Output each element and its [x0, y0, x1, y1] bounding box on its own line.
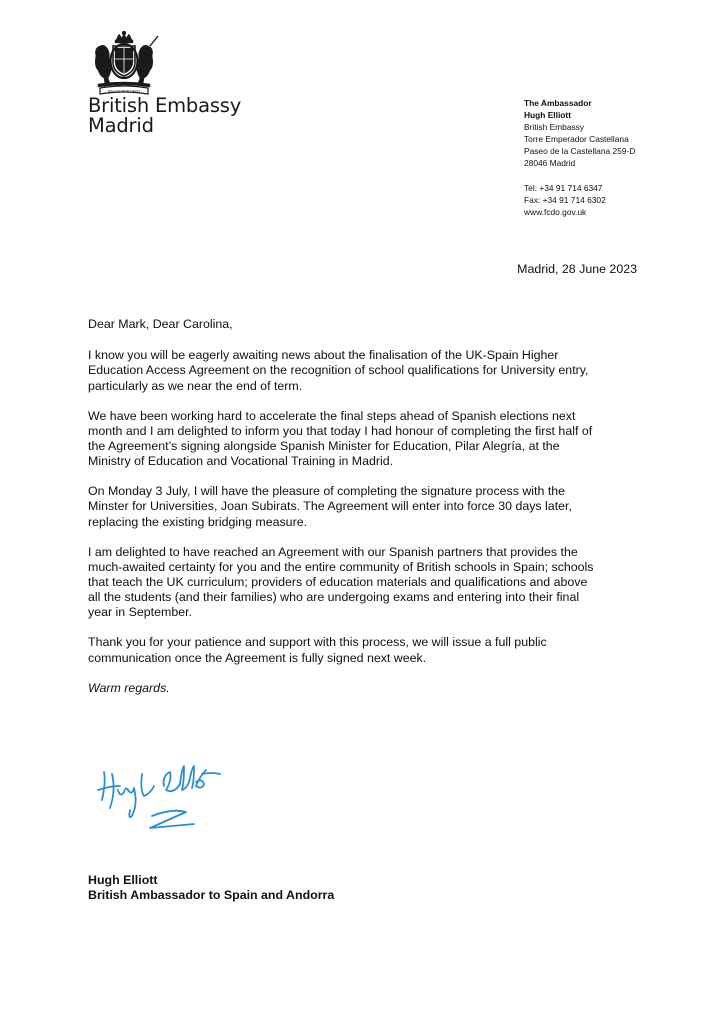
sender-address-block — [524, 97, 635, 218]
sender-web: www.fcdo.gov.uk — [524, 206, 587, 217]
paragraph-line: Thank you for your patience and support with this process, we will issue a full public — [88, 635, 547, 650]
sender-address-line: British Embassy — [524, 122, 585, 133]
royal-coat-of-arms-icon — [84, 30, 164, 96]
paragraph-line: year in September. — [88, 605, 193, 620]
paragraph-line: communication once the Agreement is fully signed next week. — [88, 650, 427, 665]
sender-address-line: 28046 Madrid — [524, 158, 576, 169]
paragraph — [88, 484, 648, 530]
paragraph-line: the Agreement’s signing alongside Spanish Minister for Education, Pilar Alegría, at the — [88, 439, 560, 454]
paragraph — [88, 409, 648, 470]
signer-block — [88, 873, 334, 903]
paragraph-line: all the students (and their families) who are undergoing exams and entering into their final — [88, 590, 580, 605]
paragraph — [88, 635, 648, 665]
paragraph-line: On Monday 3 July, I will have the pleasure of completing the signature process with the — [88, 484, 566, 499]
letter-date: Madrid, 28 June 2023 — [517, 262, 637, 276]
sender-title: The Ambassador — [524, 98, 592, 108]
svg-text:DIEU ET MON DROIT: DIEU ET MON DROIT — [107, 89, 141, 94]
closing: Warm regards. — [88, 680, 170, 695]
paragraph-line: I know you will be eagerly awaiting news about the finalisation of the UK-Spain Higher — [88, 348, 559, 363]
paragraph-line: that teach the UK curriculum; providers of education materials and qualifications and above — [88, 575, 588, 590]
sender-address-line: Paseo de la Castellana 259-D — [524, 146, 636, 157]
letter-body — [88, 317, 648, 696]
embassy-name-line2: Madrid — [88, 114, 154, 137]
embassy-name — [88, 96, 241, 136]
sender-fax: Fax: +34 91 714 6302 — [524, 194, 606, 205]
paragraph-line: Ministry of Education and Vocational Training in Madrid. — [88, 454, 394, 469]
paragraph-line: much-awaited certainty for you and the entire community of British schools in Spain; schools — [88, 559, 594, 574]
paragraph — [88, 545, 648, 621]
embassy-name-line1: British Embassy — [88, 94, 242, 117]
signer-name: Hugh Elliott — [88, 873, 158, 887]
paragraph-line: Education Access Agreement on the recognition of school qualifications for University entry, — [88, 363, 589, 378]
paragraph — [88, 348, 648, 394]
paragraph-line: month and I am delighted to inform you that today I had honour of completing the first half of — [88, 423, 593, 438]
sender-address-line: Torre Emperador Castellana — [524, 134, 629, 145]
paragraph-line: Minster for Universities, Joan Subirats. The Agreement will enter into force 30 days later, — [88, 499, 572, 514]
handwritten-signature-icon — [92, 756, 242, 846]
paragraph-line: particularly as we near the end of term. — [88, 378, 303, 393]
paragraph-line: replacing the existing bridging measure. — [88, 514, 308, 529]
salutation: Dear Mark, Dear Carolina, — [88, 317, 233, 331]
sender-name: Hugh Elliott — [524, 110, 571, 121]
signer-role: British Ambassador to Spain and Andorra — [88, 888, 335, 902]
paragraph-line: We have been working hard to accelerate the final steps ahead of Spanish elections next — [88, 408, 576, 423]
sender-tel: Tel: +34 91 714 6347 — [524, 182, 603, 193]
paragraph-line: I am delighted to have reached an Agreement with our Spanish partners that provides the — [88, 544, 578, 559]
